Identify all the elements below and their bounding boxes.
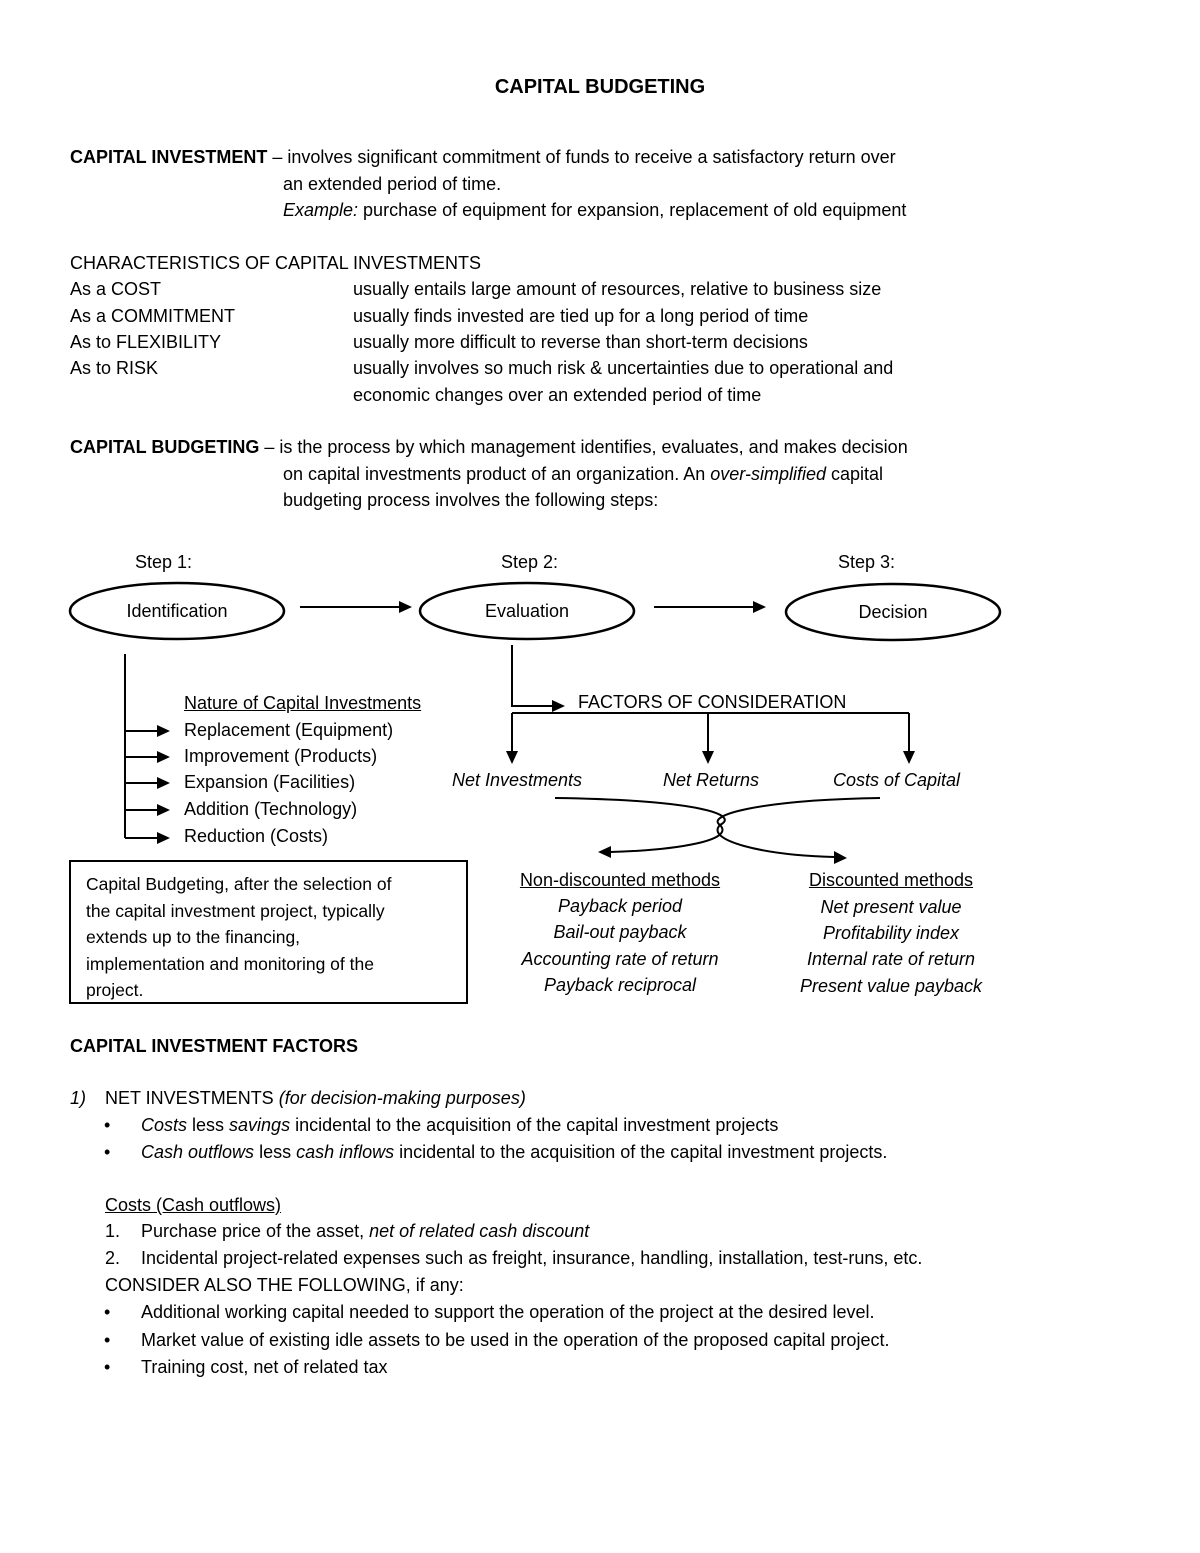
net-investment-bullet-2: [141, 1142, 887, 1164]
curve-to-non-discounted: [610, 798, 880, 852]
bullet1-mid: less: [187, 1115, 230, 1135]
discounted-item: Internal rate of return: [806, 949, 976, 969]
consider-also-line: [105, 1275, 464, 1297]
bullet2-italic2: cash inflows: [296, 1142, 395, 1162]
capital-investment-definition-line2: an extended period of time.: [283, 174, 502, 194]
cost-item-2: Incidental project-related expenses such as freight, insurance, handling, installation, test-runs, etc.: [141, 1248, 923, 1268]
capital-budgeting-dash: –: [259, 437, 280, 457]
consider-item: Market value of existing idle assets to be used in the operation of the proposed capital project.: [141, 1330, 890, 1350]
characteristics-heading: CHARACTERISTICS OF CAPITAL INVESTMENTS: [70, 253, 482, 273]
capital-budgeting-line3: budgeting process involves the following steps:: [283, 490, 659, 510]
factor-arrowhead-3: [903, 751, 915, 764]
capital-budgeting-line2-a: on capital investments product of an organization. An: [283, 464, 711, 484]
bullet-icon: •: [104, 1142, 111, 1162]
step1-name: Identification: [126, 601, 228, 621]
non-discounted-item: Payback period: [557, 896, 683, 916]
nature-heading: Nature of Capital Investments: [184, 693, 422, 713]
factor-net-investments: Net Investments: [452, 770, 583, 790]
non-discounted-arrowhead: [598, 846, 611, 858]
bullet-icon: •: [104, 1330, 111, 1350]
factor-arrowhead-2: [702, 751, 714, 764]
nature-item-replacement: Replacement (Equipment): [184, 720, 394, 740]
arrow-step2-to-step3-head: [753, 601, 766, 613]
capital-investment-dash: –: [267, 147, 288, 167]
nature-arrowhead-2: [157, 751, 170, 763]
bullet-icon: •: [104, 1357, 111, 1377]
characteristic-value-risk-continued: economic changes over an extended period of time: [353, 385, 762, 405]
characteristic-value-risk: usually involves so much risk & uncertainties due to operational and: [353, 358, 894, 378]
factor-arrowhead-1: [506, 751, 518, 764]
costs-heading: Costs (Cash outflows): [105, 1195, 282, 1215]
nature-arrowhead-5: [157, 832, 170, 844]
cost-number-2: 2.: [105, 1248, 121, 1268]
item1-title: NET INVESTMENTS: [105, 1088, 279, 1108]
example-text: purchase of equipment for expansion, replacement of old equipment: [358, 200, 907, 220]
step2-name: Evaluation: [484, 601, 570, 621]
nature-item-improvement: Improvement (Products): [184, 746, 378, 766]
item1-number: 1): [70, 1088, 87, 1108]
cost-item-1: [141, 1221, 589, 1243]
characteristic-label-flexibility: As to FLEXIBILITY: [70, 332, 222, 352]
cost-item-1-text: Purchase price of the asset,: [141, 1221, 370, 1241]
evaluation-connector-arrowhead: [552, 700, 565, 712]
capital-budgeting-line2: [283, 464, 883, 486]
consider-rest: , if any:: [405, 1275, 464, 1295]
nature-arrowhead-3: [157, 777, 170, 789]
bullet-icon: •: [104, 1302, 111, 1322]
arrow-step1-to-step2-head: [399, 601, 412, 613]
step1-label: Step 1:: [135, 552, 193, 572]
factors-heading: FACTORS OF CONSIDERATION: [578, 692, 847, 712]
nature-item-addition: Addition (Technology): [184, 799, 358, 819]
factor-net-returns: Net Returns: [663, 770, 760, 790]
example-label: Example:: [283, 200, 359, 220]
item1-title-line: [105, 1088, 526, 1110]
capital-investment-definition: [70, 147, 896, 169]
discounted-heading: Discounted methods: [808, 870, 974, 890]
nature-arrowhead-4: [157, 804, 170, 816]
discounted-item: Profitability index: [822, 923, 960, 943]
bullet2-italic: Cash outflows: [141, 1142, 255, 1162]
discounted-item: Net present value: [820, 897, 962, 917]
capital-budgeting-note-box: [69, 860, 468, 1004]
bullet2-rest: incidental to the acquisition of the capital investment projects.: [394, 1142, 888, 1162]
characteristic-label-commitment: As a COMMITMENT: [70, 306, 235, 326]
capital-investment-definition-line1: involves significant commitment of funds to receive a satisfactory return over: [287, 147, 896, 167]
net-investment-bullet-1: [141, 1115, 778, 1137]
nature-item-reduction: Reduction (Costs): [184, 826, 329, 846]
factor-costs-of-capital: Costs of Capital: [833, 770, 961, 790]
note-line: the capital investment project, typically: [86, 900, 385, 921]
nature-arrowhead-1: [157, 725, 170, 737]
factors-section-heading: CAPITAL INVESTMENT FACTORS: [70, 1036, 359, 1056]
characteristic-value-commitment: usually finds invested are tied up for a long period of time: [353, 306, 809, 326]
note-line: extends up to the financing,: [86, 927, 301, 947]
page-title: CAPITAL BUDGETING: [494, 76, 706, 98]
item1-note: (for decision-making purposes): [278, 1088, 526, 1108]
bullet1-italic2: savings: [229, 1115, 291, 1135]
step3-label: Step 3:: [838, 552, 896, 572]
consider-caps: CONSIDER ALSO THE FOLLOWING: [105, 1275, 406, 1295]
non-discounted-item: Payback reciprocal: [543, 975, 697, 995]
curve-to-discounted: [555, 798, 834, 857]
evaluation-connector: [512, 645, 552, 706]
capital-budgeting-line2-b: capital: [825, 464, 884, 484]
capital-budgeting-line2-italic: over-simplified: [710, 464, 826, 484]
non-discounted-item: Accounting rate of return: [521, 949, 719, 969]
step3-name: Decision: [858, 602, 928, 622]
characteristic-value-cost: usually entails large amount of resources, relative to business size: [353, 279, 882, 299]
non-discounted-heading: Non-discounted methods: [519, 870, 721, 890]
capital-investment-term: CAPITAL INVESTMENT: [70, 147, 268, 167]
capital-budgeting-term: CAPITAL BUDGETING: [70, 437, 260, 457]
consider-item: Training cost, net of related tax: [141, 1357, 388, 1377]
consider-item: Additional working capital needed to support the operation of the project at the desired level.: [141, 1302, 875, 1322]
note-line: project.: [86, 980, 144, 1000]
note-line: implementation and monitoring of the: [86, 953, 374, 974]
discounted-arrowhead: [834, 851, 847, 864]
cost-item-1-italic: net of related cash discount: [369, 1221, 590, 1241]
characteristic-label-risk: As to RISK: [70, 358, 159, 378]
capital-budgeting-definition: [70, 437, 908, 459]
characteristic-value-flexibility: usually more difficult to reverse than short-term decisions: [353, 332, 808, 352]
characteristic-label-cost: As a COST: [70, 279, 162, 299]
capital-investment-example: [283, 200, 906, 222]
capital-budgeting-line1: is the process by which management identifies, evaluates, and makes decision: [279, 437, 908, 457]
nature-item-expansion: Expansion (Facilities): [184, 772, 356, 792]
discounted-item: Present value payback: [799, 976, 983, 996]
bullet1-rest: incidental to the acquisition of the capital investment projects: [290, 1115, 779, 1135]
bullet2-mid: less: [254, 1142, 297, 1162]
cost-number-1: 1.: [105, 1221, 121, 1241]
note-line: Capital Budgeting, after the selection of: [86, 874, 392, 894]
bullet1-italic: Costs: [141, 1115, 188, 1135]
non-discounted-item: Bail-out payback: [553, 922, 687, 942]
step2-label: Step 2:: [501, 552, 559, 572]
bullet-icon: •: [104, 1115, 111, 1135]
